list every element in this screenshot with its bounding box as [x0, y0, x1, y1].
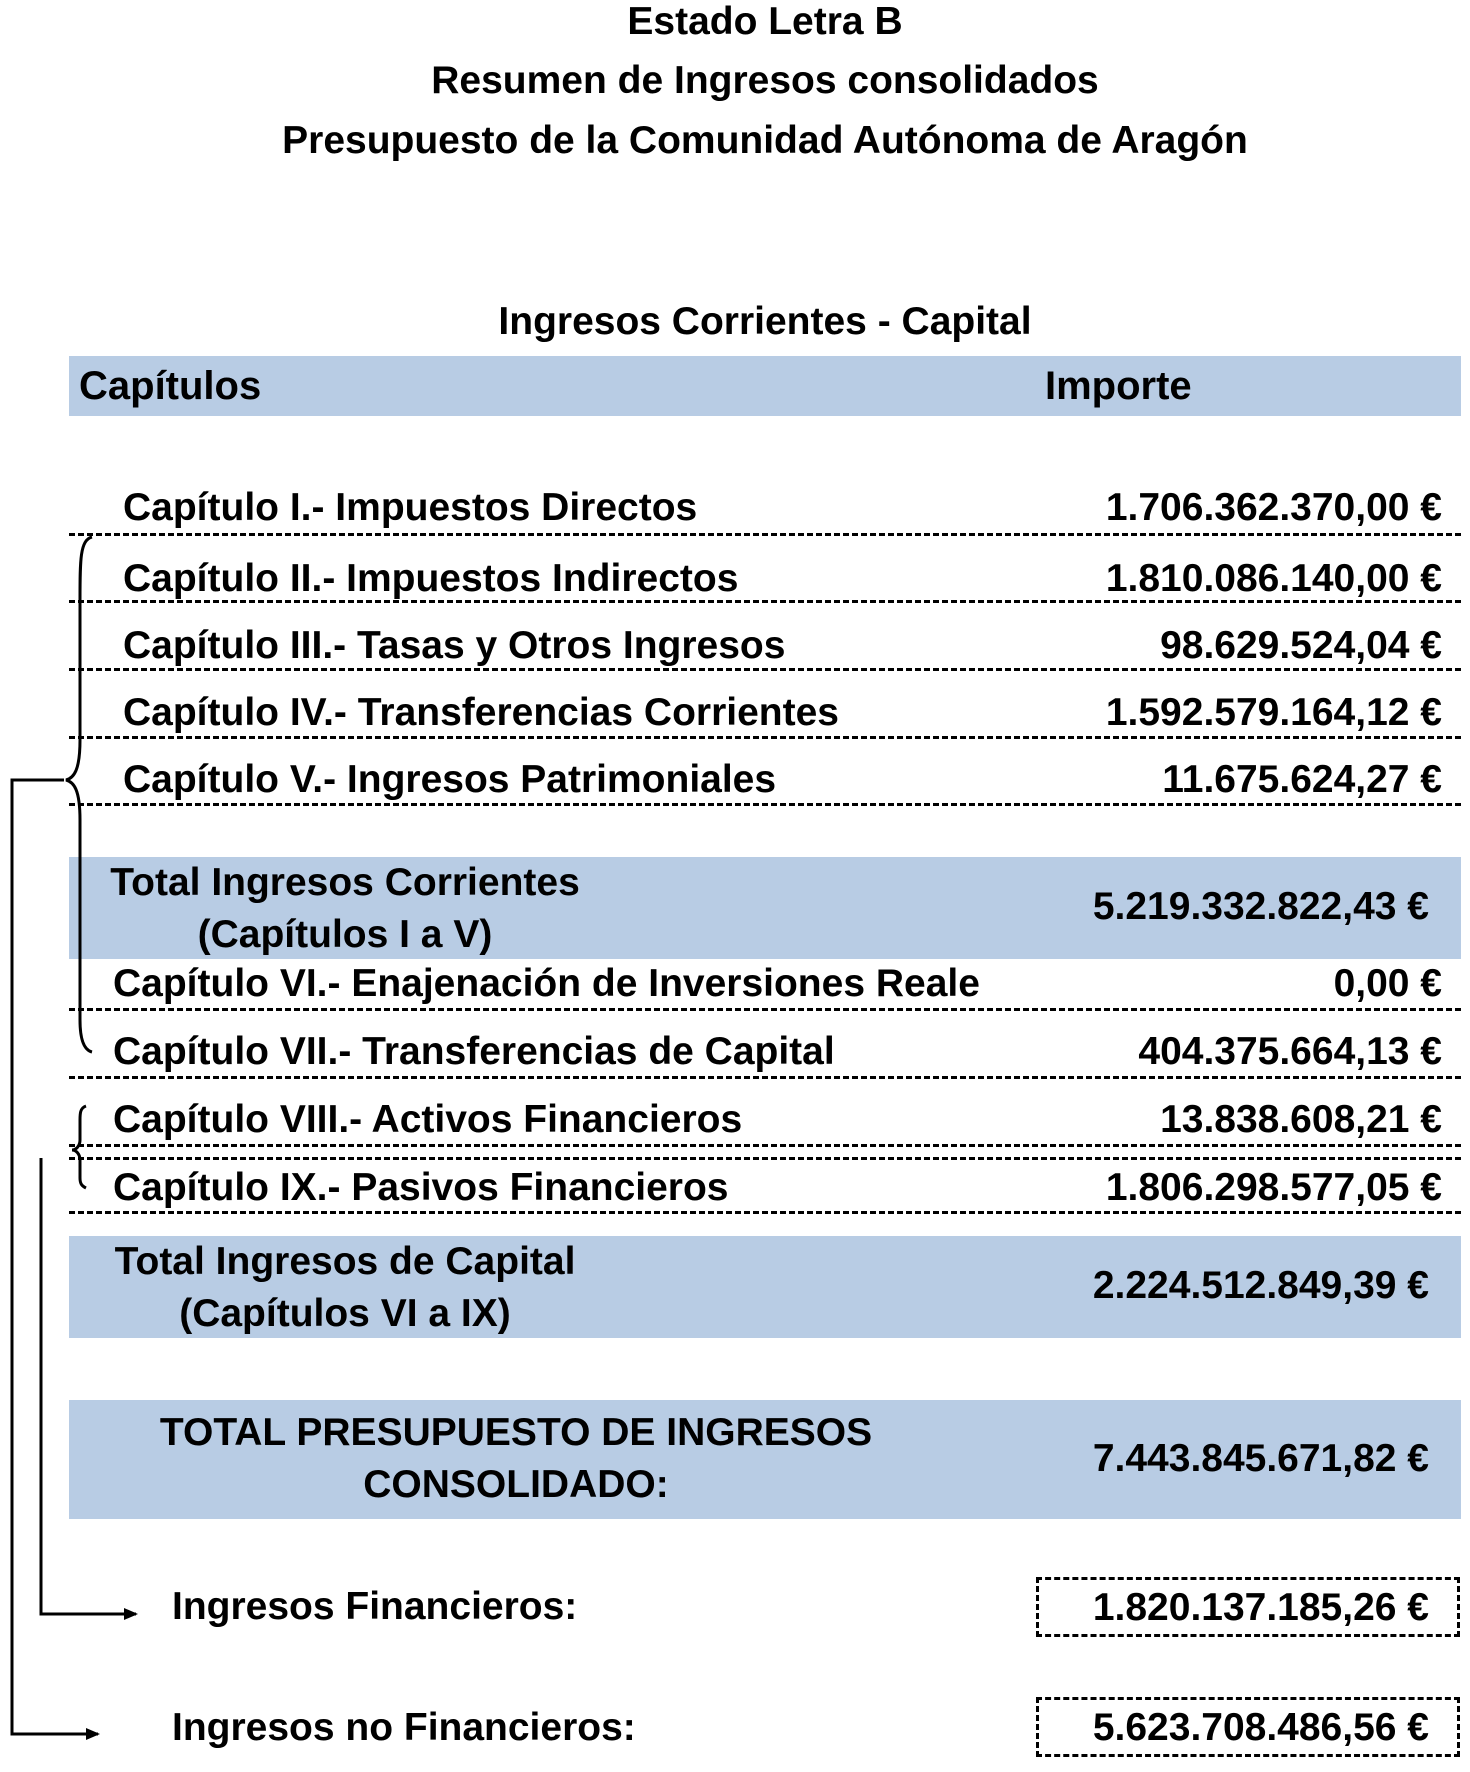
row-value: 1.706.362.370,00 € — [1105, 486, 1442, 529]
document-subtitle-2: Presupuesto de la Comunidad Autónoma de Aragón — [282, 119, 1248, 162]
financial-income-label: Ingresos Financieros: — [172, 1585, 578, 1628]
row-value: 13.838.608,21 € — [1160, 1098, 1442, 1141]
non-financial-income-label: Ingresos no Financieros: — [172, 1706, 636, 1749]
header-amount: Importe — [1045, 364, 1192, 408]
row-value: 98.629.524,04 € — [1160, 624, 1442, 667]
row-divider — [69, 1211, 1461, 1214]
row-divider — [69, 1076, 1461, 1079]
row-label: Capítulo IV.- Transferencias Corrientes — [123, 691, 839, 734]
grand-total-label — [109, 1407, 923, 1511]
total-capital-value: 2.224.512.849,39 € — [1092, 1264, 1429, 1307]
row-divider — [69, 600, 1461, 603]
row-label: Capítulo VIII.- Activos Financieros — [113, 1098, 743, 1141]
total-current-label-line2: (Capítulos I a V) — [197, 913, 493, 956]
non-financial-income-value: 5.623.708.486,56 € — [1092, 1706, 1429, 1749]
row-divider — [69, 533, 1461, 536]
row-label: Capítulo I.- Impuestos Directos — [123, 486, 698, 529]
row-value: 0,00 € — [1333, 962, 1442, 1005]
row-label: Capítulo VII.- Transferencias de Capital — [113, 1030, 835, 1073]
financial-income-value: 1.820.137.185,26 € — [1092, 1586, 1429, 1629]
total-current-label-line1: Total Ingresos Corrientes — [110, 861, 580, 904]
grand-total-band — [69, 1400, 1461, 1519]
row-divider — [69, 1008, 1461, 1011]
non-financial-income-box — [1036, 1697, 1460, 1757]
small-brace — [72, 1106, 86, 1188]
row-label: Capítulo II.- Impuestos Indirectos — [123, 557, 739, 600]
document-title: Estado Letra B — [627, 0, 903, 43]
total-capital-label — [69, 1236, 621, 1340]
row-value: 1.810.086.140,00 € — [1105, 557, 1442, 600]
total-current-band — [69, 857, 1461, 959]
row-value: 11.675.624,27 € — [1162, 758, 1442, 801]
total-capital-label-line1: Total Ingresos de Capital — [114, 1240, 576, 1283]
total-capital-label-line2: (Capítulos VI a IX) — [179, 1292, 511, 1335]
document-subtitle: Resumen de Ingresos consolidados — [431, 59, 1099, 102]
total-current-label — [69, 857, 621, 961]
row-divider — [69, 1144, 1461, 1147]
grand-total-label-line1: TOTAL PRESUPUESTO DE INGRESOS — [159, 1411, 873, 1454]
row-label: Capítulo VI.- Enajenación de Inversiones Reale — [113, 962, 980, 1005]
row-value: 1.592.579.164,12 € — [1105, 691, 1442, 734]
row-divider — [69, 1157, 1461, 1160]
row-divider — [69, 668, 1461, 671]
grand-total-label-line2: CONSOLIDADO: — [363, 1463, 669, 1506]
total-current-value: 5.219.332.822,43 € — [1092, 885, 1429, 928]
table-header — [69, 356, 1461, 416]
header-chapters: Capítulos — [79, 364, 262, 408]
row-label: Capítulo III.- Tasas y Otros Ingresos — [123, 624, 786, 667]
row-divider — [69, 803, 1461, 806]
section-title: Ingresos Corrientes - Capital — [498, 300, 1032, 343]
row-divider — [69, 736, 1461, 739]
row-value: 1.806.298.577,05 € — [1105, 1166, 1442, 1209]
total-capital-band — [69, 1236, 1461, 1338]
row-value: 404.375.664,13 € — [1138, 1030, 1442, 1073]
row-label: Capítulo IX.- Pasivos Financieros — [113, 1166, 729, 1209]
row-label: Capítulo V.- Ingresos Patrimoniales — [123, 758, 777, 801]
grand-total-value: 7.443.845.671,82 € — [1092, 1437, 1429, 1480]
financial-arrow — [41, 1158, 136, 1614]
financial-income-box — [1036, 1577, 1460, 1637]
large-brace — [66, 537, 92, 1052]
